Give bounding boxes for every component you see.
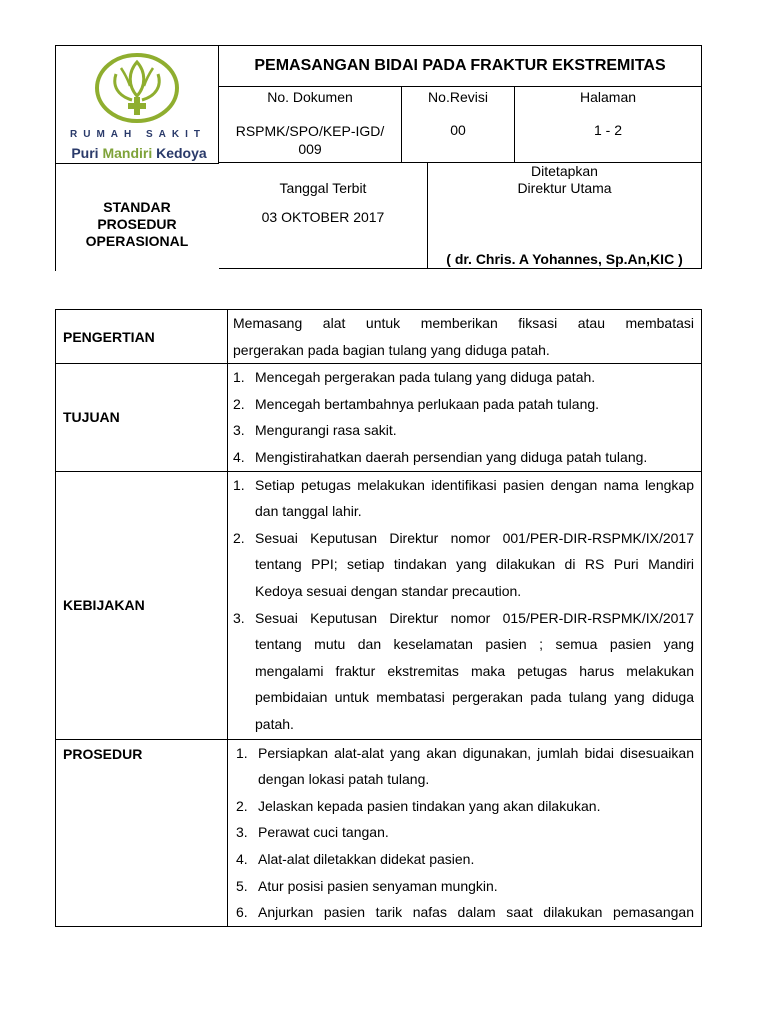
revision-label: No.Revisi (428, 89, 488, 105)
pengertian-line2: pergerakan pada bagian tulang yang diduga patah. (233, 341, 550, 358)
list-item (236, 740, 694, 793)
list-item (233, 391, 694, 418)
list-item-number: 4. (236, 850, 248, 867)
approved-by: Direktur Utama (517, 180, 612, 196)
list-item (236, 846, 694, 873)
label-prosedur: PROSEDUR (56, 739, 228, 926)
list-item (236, 899, 694, 926)
list-item-text: Mengurangi rasa sakit. (255, 422, 397, 439)
signatory: ( dr. Chris. A Yohannes, Sp.An,KIC ) (446, 251, 683, 267)
list-item (233, 472, 694, 525)
list-item-text: Anjurkan pasien tarik nafas dalam saat dilakukan pemasangan (258, 904, 694, 921)
list-item-text: Atur posisi pasien senyaman mungkin. (258, 877, 498, 894)
row-pengertian (56, 310, 702, 364)
label-pengertian: PENGERTIAN (56, 310, 228, 364)
list-item-text: Perawat cuci tangan. (258, 824, 389, 841)
list-item (236, 873, 694, 900)
list-item-number: 1. (233, 476, 245, 493)
hospital-name-kedoya: Kedoya (156, 145, 207, 161)
list-item (236, 793, 694, 820)
sop-label (55, 163, 219, 271)
sop-left-border (55, 163, 56, 271)
list-item-number: 2. (233, 395, 245, 412)
hospital-name (64, 145, 214, 161)
list-item-number: 1. (233, 369, 245, 386)
content-pengertian (228, 310, 702, 364)
label-kebijakan: KEBIJAKAN (56, 471, 228, 739)
page-label: Halaman (579, 89, 637, 105)
issue-date-cell (219, 163, 428, 269)
doc-no-cell (219, 87, 402, 163)
list-item (233, 444, 694, 471)
list-item-text: Mencegah pergerakan pada tulang yang diduga patah. (255, 369, 596, 386)
content-tujuan (228, 364, 702, 471)
row-prosedur (56, 739, 702, 926)
doc-no-label: No. Dokumen (267, 89, 353, 105)
content-kebijakan (228, 471, 702, 739)
label-tujuan: TUJUAN (56, 364, 228, 471)
hospital-small-label: RUMAH SAKIT (70, 129, 206, 140)
list-item-number: 3. (236, 824, 248, 841)
kebijakan-list (233, 472, 694, 738)
revision-cell (402, 87, 515, 163)
list-item-number: 3. (233, 609, 245, 626)
list-item-text: Jelaskan kepada pasien tindakan yang akan dilakukan. (258, 797, 601, 814)
content-prosedur (228, 739, 702, 926)
doc-no-value-line2: 009 (298, 141, 322, 157)
sop-line3: OPERASIONAL (85, 233, 189, 249)
row-kebijakan (56, 471, 702, 739)
document-title: PEMASANGAN BIDAI PADA FRAKTUR EKSTREMITAS (219, 46, 702, 87)
list-item (233, 525, 694, 605)
lotus-cross-logo-icon (92, 52, 182, 124)
page-cell (515, 87, 702, 163)
list-item-number: 2. (236, 797, 248, 814)
doc-no-value-line1: RSPMK/SPO/KEP-IGD/ (235, 123, 385, 139)
issue-date-label: Tanggal Terbit (279, 180, 367, 196)
list-item-text: Persiapkan alat-alat yang akan digunakan, jumlah bidai disesuaikan dengan lokasi patah tulang. (258, 744, 694, 788)
approval-cell (428, 163, 702, 269)
sop-line1: STANDAR (103, 199, 171, 215)
list-item (233, 364, 694, 391)
list-item-number: 6. (236, 904, 248, 921)
prosedur-list (236, 740, 694, 926)
list-item-number: 2. (233, 529, 245, 546)
revision-value: 00 (450, 122, 466, 138)
tujuan-list (233, 364, 694, 470)
approved-label: Ditetapkan (531, 163, 598, 179)
list-item-number: 1. (236, 744, 248, 761)
list-item (233, 605, 694, 738)
list-item (233, 417, 694, 444)
list-item-number: 4. (233, 448, 245, 465)
list-item (236, 819, 694, 846)
issue-date-value: 03 OKTOBER 2017 (261, 209, 385, 225)
pengertian-line1: Memasang alat untuk memberikan fiksasi atau membatasi (233, 315, 694, 331)
list-item-text: Setiap petugas melakukan identifikasi pasien dengan nama lengkap dan tanggal lahir. (255, 476, 694, 520)
sop-line2: PROSEDUR (97, 216, 177, 232)
list-item-text: Mencegah bertambahnya perlukaan pada patah tulang. (255, 395, 600, 412)
page-value: 1 - 2 (594, 122, 623, 138)
sop-body-table (55, 309, 702, 927)
row-tujuan (56, 364, 702, 471)
list-item-text: Alat-alat diletakkan didekat pasien. (258, 850, 475, 867)
list-item-number: 3. (233, 422, 245, 439)
list-item-text: Mengistirahatkan daerah persendian yang diduga patah tulang. (255, 448, 648, 465)
list-item-text: Sesuai Keputusan Direktur nomor 015/PER-DIR-RSPMK/IX/2017 tentang mutu dan keselamatan pasien ; semua pasien yang mengalami fraktur ekstremitas maka petugas harus melakukan pembidaian untuk membatasi pergerakan pada tulang yang diduga patah. (255, 609, 694, 732)
hospital-name-puri: Puri (71, 145, 99, 161)
list-item-number: 5. (236, 877, 248, 894)
list-item-text: Sesuai Keputusan Direktur nomor 001/PER-DIR-RSPMK/IX/2017 tentang PPI; setiap tindakan yang dilakukan di RS Puri Mandiri Kedoya sesuai dengan standar precaution. (255, 529, 694, 599)
hospital-name-mandiri: Mandiri (102, 145, 153, 161)
